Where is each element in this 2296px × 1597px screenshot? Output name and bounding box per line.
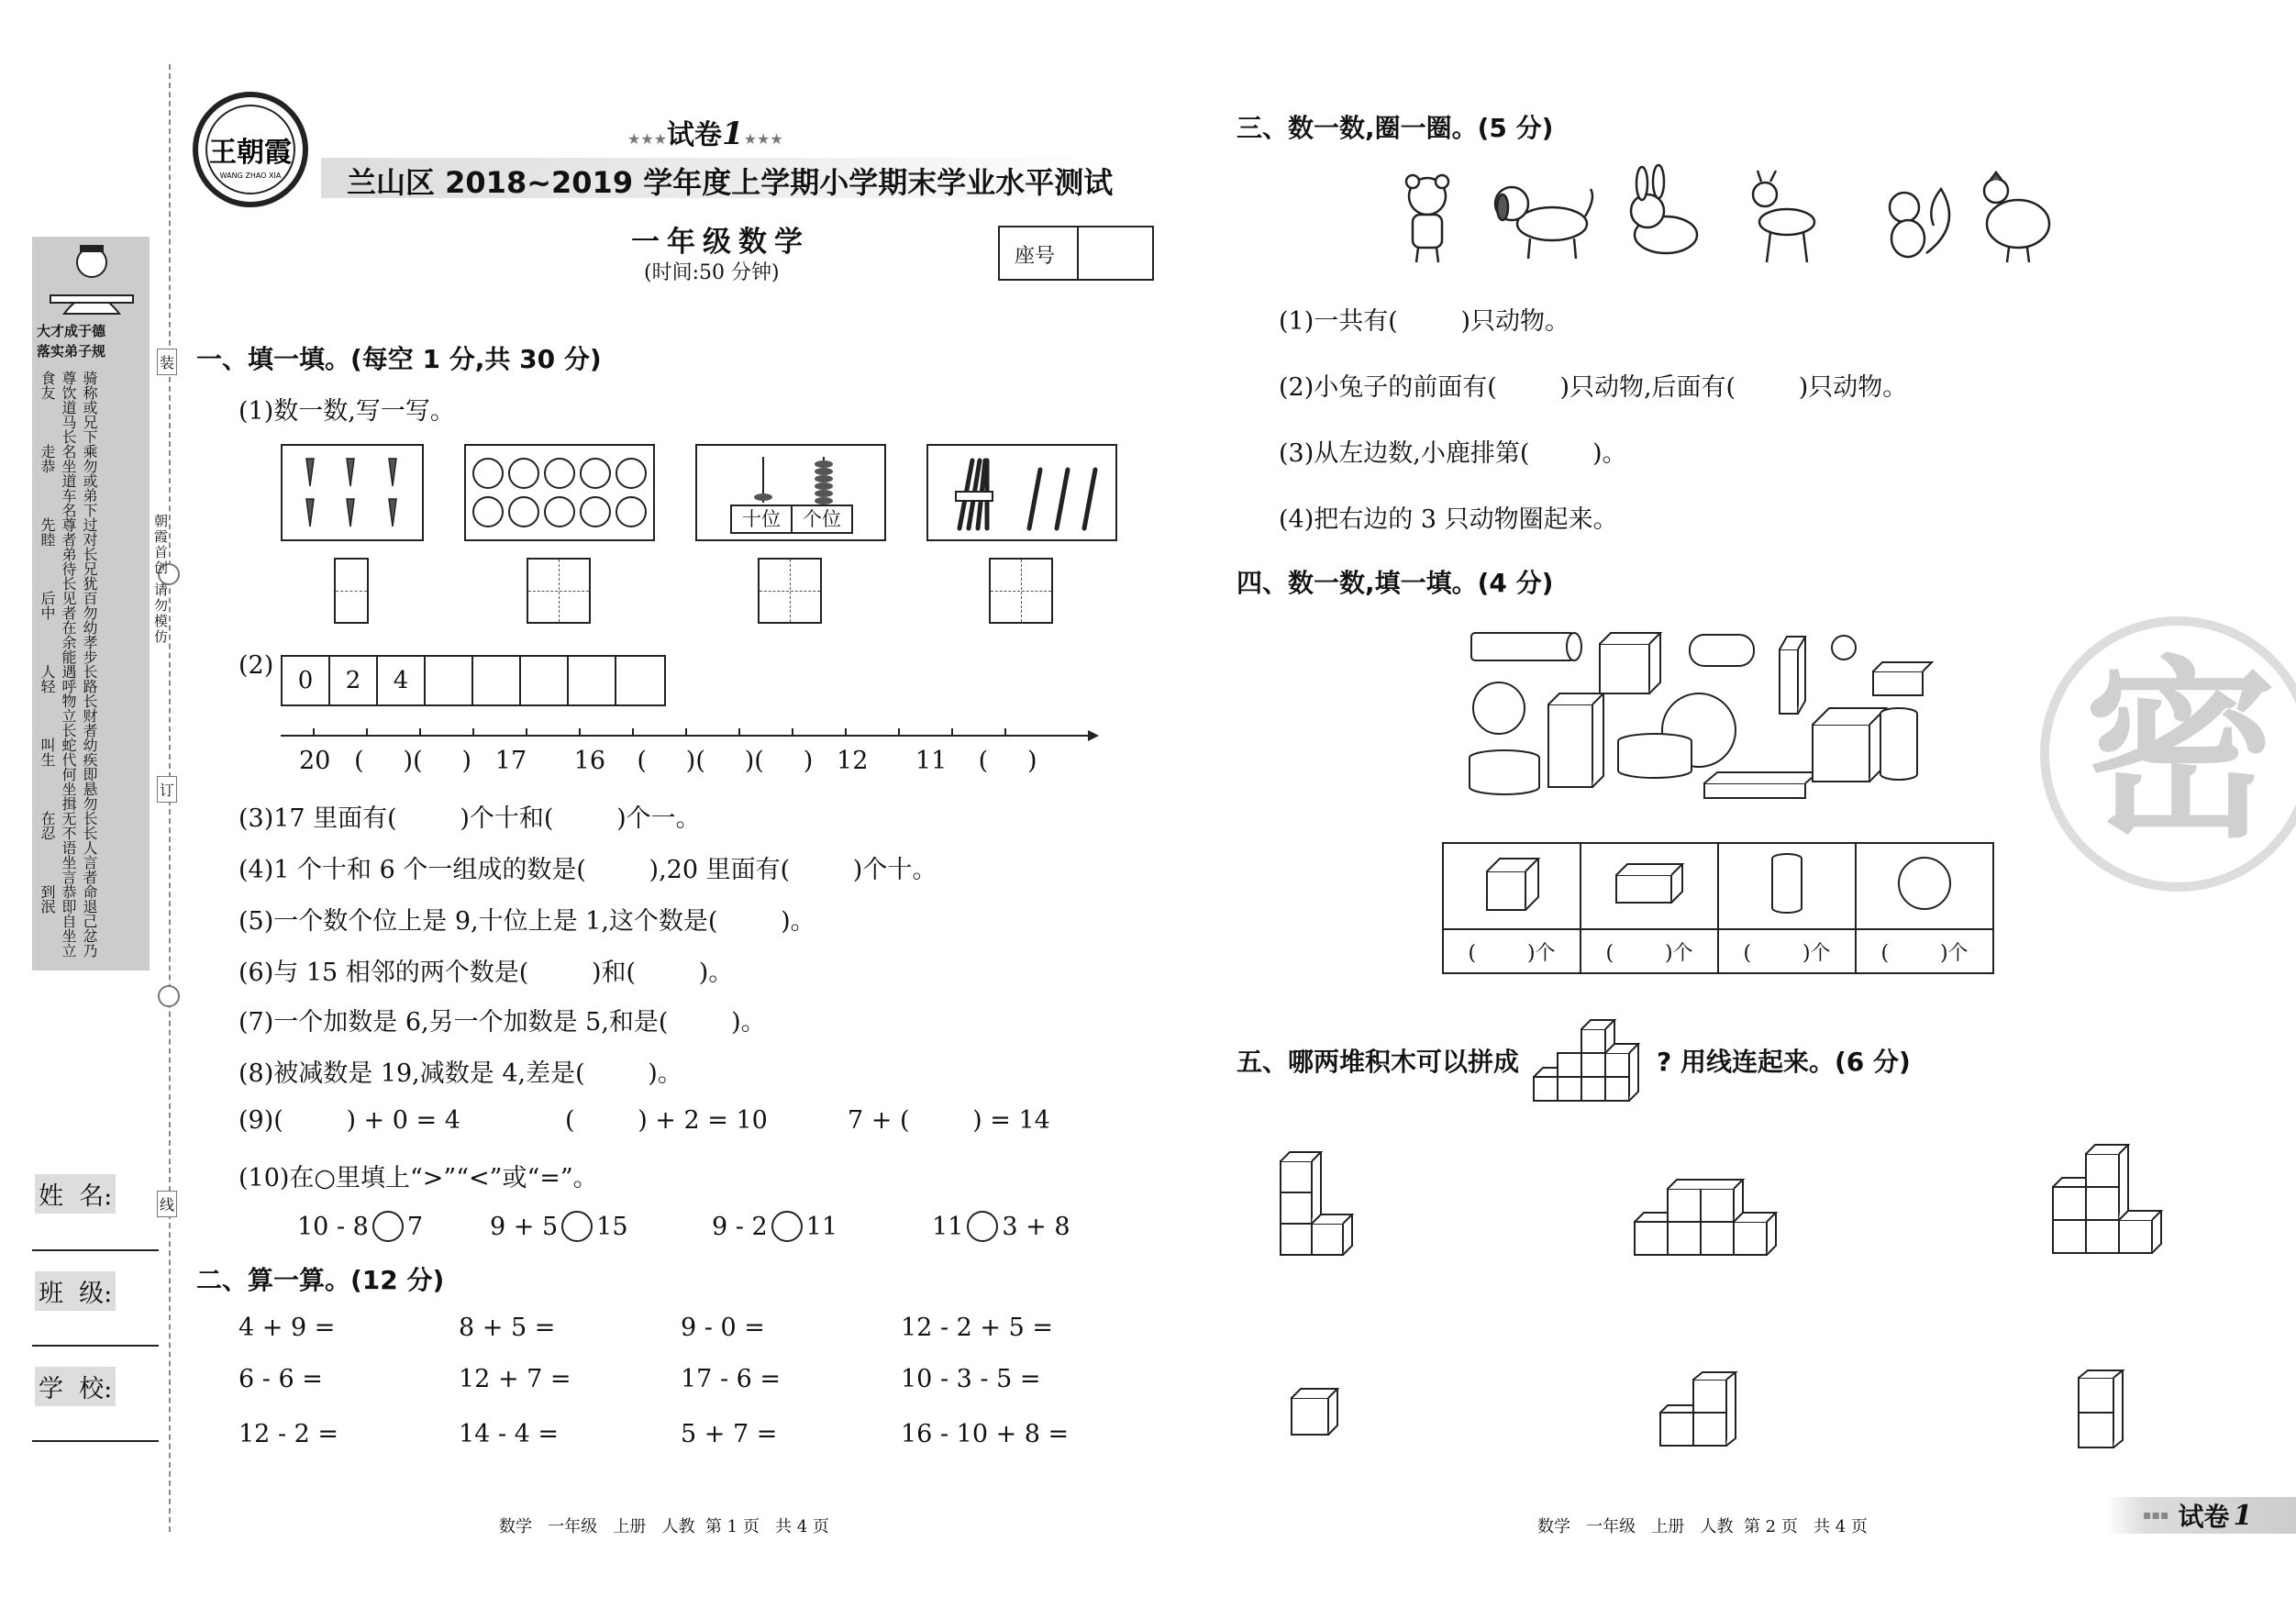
logo-text: 王朝霞: [209, 137, 292, 169]
brand-logo: [191, 90, 310, 209]
section1-title: 一、填一填。(每空 1 分,共 30 分): [196, 344, 602, 374]
abacus-base: [730, 505, 853, 534]
calc-item: 12 - 2 + 5 =: [901, 1314, 1053, 1342]
q1-text: (1)数一数,写一写。: [238, 397, 455, 426]
calc-item: 12 + 7 =: [459, 1365, 571, 1393]
class-field[interactable]: [32, 1345, 159, 1347]
rabbit-icon: [1631, 165, 1697, 253]
sequence-cell[interactable]: [521, 657, 569, 704]
corner-paper-label: ▪▪▪ 试卷 1: [2106, 1497, 2296, 1534]
s3-q4: (4)把右边的 3 只动物圈起来。: [1279, 505, 1618, 534]
target-block-stack: [1530, 1009, 1655, 1104]
footer-left: 数学 一年级 上册 人教 第 1 页 共 4 页: [499, 1517, 829, 1536]
deer-icon: [1753, 171, 1814, 262]
q6-text: (6)与 15 相邻的两个数是( )和( )。: [238, 959, 734, 987]
calc-item: 4 + 9 =: [238, 1314, 336, 1342]
s3-q3: (3)从左边数,小鹿排第( )。: [1279, 439, 1627, 468]
seat-number-box: [998, 226, 1154, 281]
block-pile-6[interactable]: [2075, 1370, 2130, 1453]
q9-part-1: (9)( ) + 0 = 4: [238, 1106, 460, 1135]
compare-circle[interactable]: [561, 1211, 593, 1242]
vertical-note: 朝霞首创 请勿模仿: [152, 514, 169, 645]
count-cell[interactable]: ( )个: [1581, 929, 1718, 973]
binding-hole: [158, 985, 180, 1007]
sidebar-rules: [37, 371, 143, 958]
calc-item: 8 + 5 =: [459, 1314, 556, 1342]
tens-label: 十位: [732, 506, 793, 532]
q9-part-2: ( ) + 2 = 10: [565, 1106, 768, 1135]
exam-title: 兰山区 2018~2019 学年度上学期小学期末学业水平测试: [347, 165, 1114, 200]
sequence-cell[interactable]: [473, 657, 521, 704]
answer-cell[interactable]: [758, 558, 822, 624]
paper-label: ★★★试卷1★★★: [627, 116, 783, 152]
exam-time: (时间:50 分钟): [644, 261, 780, 284]
sequence-cell: 0: [283, 657, 330, 704]
cuboid-icon-cell: [1581, 843, 1718, 929]
student-name-label: 姓 名:: [35, 1174, 116, 1214]
scholar-illustration: [41, 240, 142, 323]
school-field[interactable]: [32, 1440, 159, 1442]
calc-item: 16 - 10 + 8 =: [901, 1420, 1070, 1448]
class-label: 班 级:: [35, 1271, 116, 1311]
q3-text: (3)17 里面有( )个十和( )个一。: [238, 804, 701, 833]
cube-icon-cell: [1443, 843, 1581, 929]
rule-column: 乘勿或弟下名坐道车名走恭: [39, 444, 98, 517]
sidebar-motto-1: 大才成于德: [37, 323, 106, 339]
block-pile-3[interactable]: [2049, 1139, 2168, 1260]
compare-left: 9 - 2: [712, 1212, 768, 1241]
q8-text: (8)被减数是 19,减数是 4,差是( )。: [238, 1059, 682, 1088]
paper-number: 1: [722, 116, 744, 152]
cylinder-icon-cell: [1718, 843, 1856, 929]
q5-text: (5)一个数个位上是 9,十位上是 1,这个数是( )。: [238, 907, 815, 936]
calc-item: 12 - 2 =: [238, 1420, 339, 1448]
seat-input[interactable]: [1077, 227, 1156, 279]
compare-item: [932, 1211, 1070, 1242]
ones-label: 个位: [803, 508, 841, 530]
watermark-text: 密: [2084, 639, 2278, 864]
subject-title: 一年级数学: [631, 226, 810, 259]
section4-title: 四、数一数,填一填。(4 分): [1237, 568, 1554, 598]
carrots-picture: [281, 444, 424, 541]
count-cell[interactable]: ( )个: [1443, 929, 1581, 973]
compare-left: 10 - 8: [297, 1212, 369, 1241]
compare-circle[interactable]: [372, 1211, 404, 1242]
calc-item: 10 - 3 - 5 =: [901, 1365, 1041, 1393]
block-pile-4[interactable]: [1288, 1383, 1343, 1438]
compare-item: [490, 1211, 628, 1242]
corner-label-text: 试卷: [2178, 1502, 2230, 1532]
rule-column: 骑称或兄下尊饮道马长食友: [39, 371, 98, 444]
abacus-picture: [695, 444, 886, 541]
binding-label-zhuang: 装: [157, 349, 177, 375]
compare-right: 3 + 8: [1002, 1212, 1070, 1241]
number-line: [281, 725, 1097, 747]
seat-label: 座号: [1015, 245, 1056, 268]
hen-icon: [1984, 172, 2049, 262]
sphere-icon-cell: [1856, 843, 1993, 929]
compare-right: 7: [406, 1212, 424, 1241]
section5-title-prefix: 五、哪两堆积木可以拼成: [1237, 1047, 1520, 1077]
calc-item: 17 - 6 =: [681, 1365, 782, 1393]
sequence-cell: 2: [330, 657, 378, 704]
section3-title: 三、数一数,圈一圈。(5 分): [1237, 113, 1554, 143]
rule-column: 长路长财者遇呼物立长人轻: [39, 664, 98, 738]
q4-text: (4)1 个十和 6 个一组成的数是( ),20 里面有( )个十。: [238, 856, 937, 884]
section5-title-suffix: ? 用线连起来。(6 分): [1657, 1047, 1911, 1077]
compare-right: 11: [805, 1212, 838, 1241]
rule-column: 长长人言者无不语坐言在忍: [39, 811, 98, 884]
binding-label-xian: 线: [157, 1191, 177, 1217]
number-line-labels: 20 ( )( ) 17 16 ( )( )( ) 12 11 ( ): [299, 747, 1037, 775]
answer-cell[interactable]: [989, 558, 1053, 624]
sticks-picture: [926, 444, 1117, 541]
dog-icon: [1495, 187, 1592, 259]
q10-text: (10)在○里填上“>”“<”或“=”。: [238, 1164, 598, 1192]
compare-right: 15: [596, 1212, 628, 1241]
q9-part-3: 7 + ( ) = 14: [848, 1106, 1050, 1135]
rule-column: 过对长兄犹尊者弟待长先睦: [39, 517, 98, 591]
number-sequence: [281, 655, 666, 706]
s3-q2: (2)小兔子的前面有( )只动物,后面有( )只动物。: [1279, 373, 1908, 402]
compare-circle[interactable]: [771, 1211, 803, 1242]
balls-picture: [464, 444, 655, 541]
binding-label-ding: 订: [157, 776, 177, 803]
answer-cell[interactable]: [527, 558, 591, 624]
count-cell[interactable]: ( )个: [1718, 929, 1856, 973]
solids-picture: [1464, 624, 1923, 807]
s3-q1: (1)一共有( )只动物。: [1279, 307, 1569, 336]
squirrel-icon: [1890, 189, 1949, 257]
rule-column: 幼疾即悬勿蛇代何坐揖叫生: [39, 738, 98, 811]
bear-icon: [1406, 175, 1448, 262]
answer-cell[interactable]: [334, 558, 369, 624]
sequence-cell[interactable]: [569, 657, 616, 704]
rule-column: 命退己忿乃恭即自坐立到泯: [39, 884, 98, 958]
block-pile-1[interactable]: [1277, 1141, 1369, 1260]
section2-title: 二、算一算。(12 分): [196, 1265, 445, 1295]
corner-label-number: 1: [2233, 1499, 2253, 1532]
compare-left: 11: [932, 1212, 964, 1241]
footer-right: 数学 一年级 上册 人教 第 2 页 共 4 页: [1537, 1517, 1868, 1536]
q7-text: (7)一个加数是 6,另一个加数是 5,和是( )。: [238, 1008, 766, 1037]
calc-item: 14 - 4 =: [459, 1420, 560, 1448]
compare-item: [712, 1211, 837, 1242]
animals-row: [1394, 171, 2055, 266]
rule-column: 百勿幼孝步见者在余能后中: [39, 591, 98, 664]
sequence-cell[interactable]: [426, 657, 473, 704]
sequence-cell: 4: [378, 657, 426, 704]
compare-circle[interactable]: [967, 1211, 998, 1242]
calc-item: 9 - 0 =: [681, 1314, 765, 1342]
calc-item: 5 + 7 =: [681, 1420, 778, 1448]
paper-label-text: 试卷: [667, 119, 723, 151]
sidebar-motto-2: 落实弟子规: [37, 343, 106, 360]
block-pile-2[interactable]: [1631, 1158, 1780, 1264]
calc-item: 6 - 6 =: [238, 1365, 323, 1393]
compare-item: [297, 1211, 423, 1242]
count-cell[interactable]: ( )个: [1856, 929, 1993, 973]
block-pile-5[interactable]: [1657, 1370, 1748, 1453]
compare-left: 9 + 5: [490, 1212, 559, 1241]
school-label: 学 校:: [35, 1367, 116, 1406]
shape-count-table: [1442, 842, 1994, 974]
q2-label: (2): [238, 651, 274, 680]
student-name-field[interactable]: [32, 1249, 159, 1251]
logo-subtext: WANG ZHAO XIA: [219, 172, 282, 180]
sequence-cell[interactable]: [616, 657, 664, 704]
